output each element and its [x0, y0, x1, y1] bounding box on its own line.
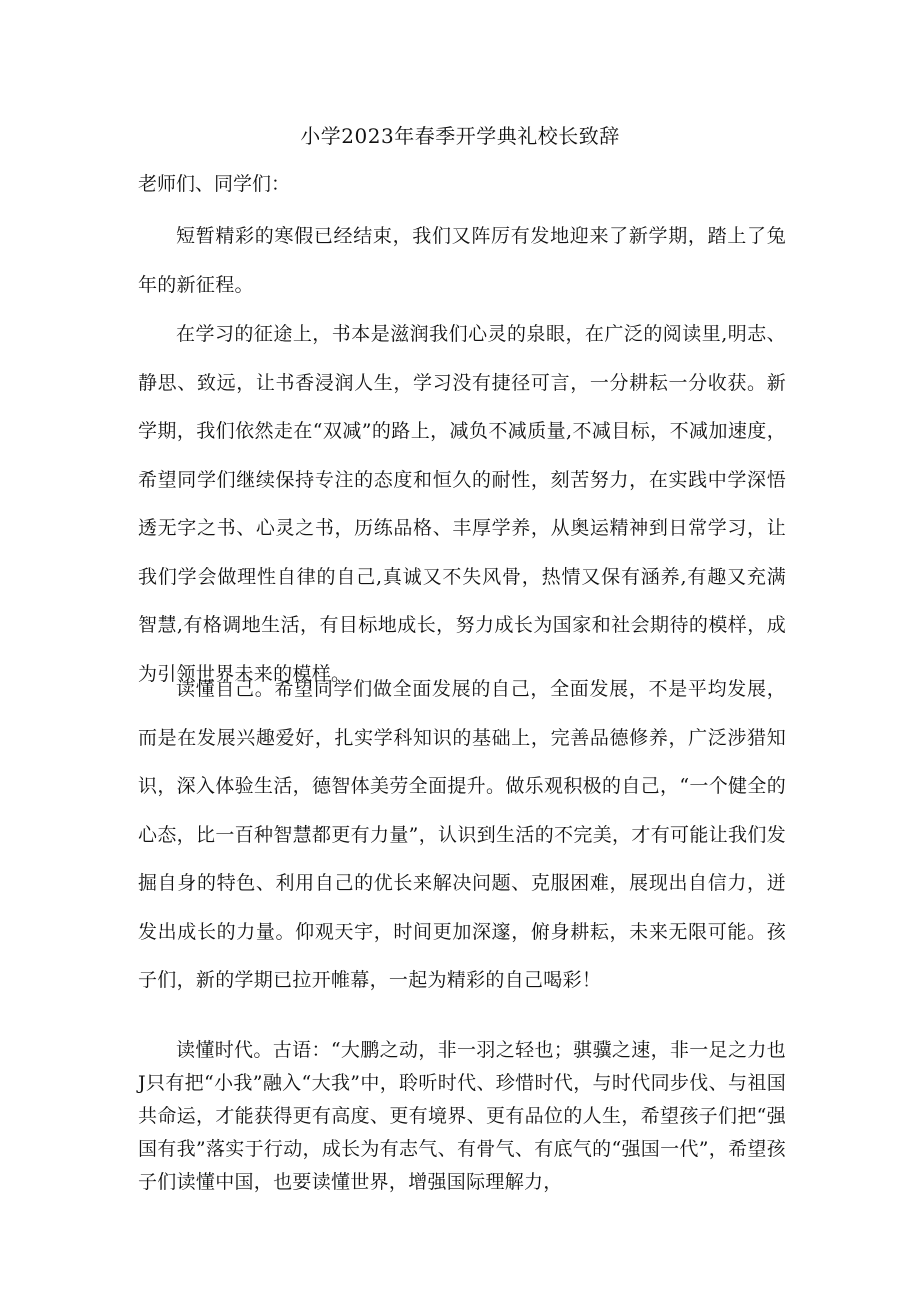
paragraph-1: 短暂精彩的寒假已经结束，我们又阵厉有发地迎来了新学期，踏上了兔年的新征程。 — [138, 225, 786, 296]
paragraph-4: 读懂时代。古语：“大鹏之动，非一羽之轻也；骐骥之速，非一足之力也J只有把“小我”融入“大我”中，聆听时代、珍惜时代，与时代同步伐、与祖国共命运，才能获得更有高度、更有境界、更有品位的人生，希望孩子们把“强国有我”落实于行动，成长为有志气、有骨气、有底气的“强国一代”，希望孩子们读懂中国，也要读懂世界，增强国际理解力， — [138, 1039, 786, 1193]
paragraph-3: 读懂自己。希望同学们做全面发展的自己，全面发展，不是平均发展，而是在发展兴趣爱好，扎实学科知识的基础上，完善品德修养，广泛涉猎知识，深入体验生活，德智体美劳全面提升。做乐观积极的自己，“一个健全的心态，比一百种智慧都更有力量”，认识到生活的不完美，才有可能让我们发掘自身的特色、利用自己的优长来解决问题、克服困难，展现出自信力，迸发出成长的力量。仰观天宇，时间更加深邃，俯身耕耘，未来无限可能。孩子们，新的学期已拉开帷幕，一起为精彩的自己喝彩！ — [138, 678, 786, 991]
document-title: 小学2023年春季开学典礼校长致辞 — [300, 124, 620, 148]
salutation: 老师们、同学们： — [138, 173, 291, 195]
paragraph-2: 在学习的征途上，书本是滋润我们心灵的泉眼，在广泛的阅读里,明志、静思、致远，让书香浸润人生，学习没有捷径可言，一分耕耘一分收获。新学期，我们依然走在“双减”的路上，减负不减质量,不减目标，不减加速度，希望同学们继续保持专注的态度和恒久的耐性，刻苦努力，在实践中学深悟透无字之书、心灵之书，历练品格、丰厚学养，从奥运精神到日常学习，让我们学会做理性自律的自己,真诚又不失风骨，热情又保有涵养,有趣又充满智慧,有格调地生活，有目标地成长，努力成长为国家和社会期待的模样，成为引领世界未来的模样。 — [138, 323, 786, 685]
